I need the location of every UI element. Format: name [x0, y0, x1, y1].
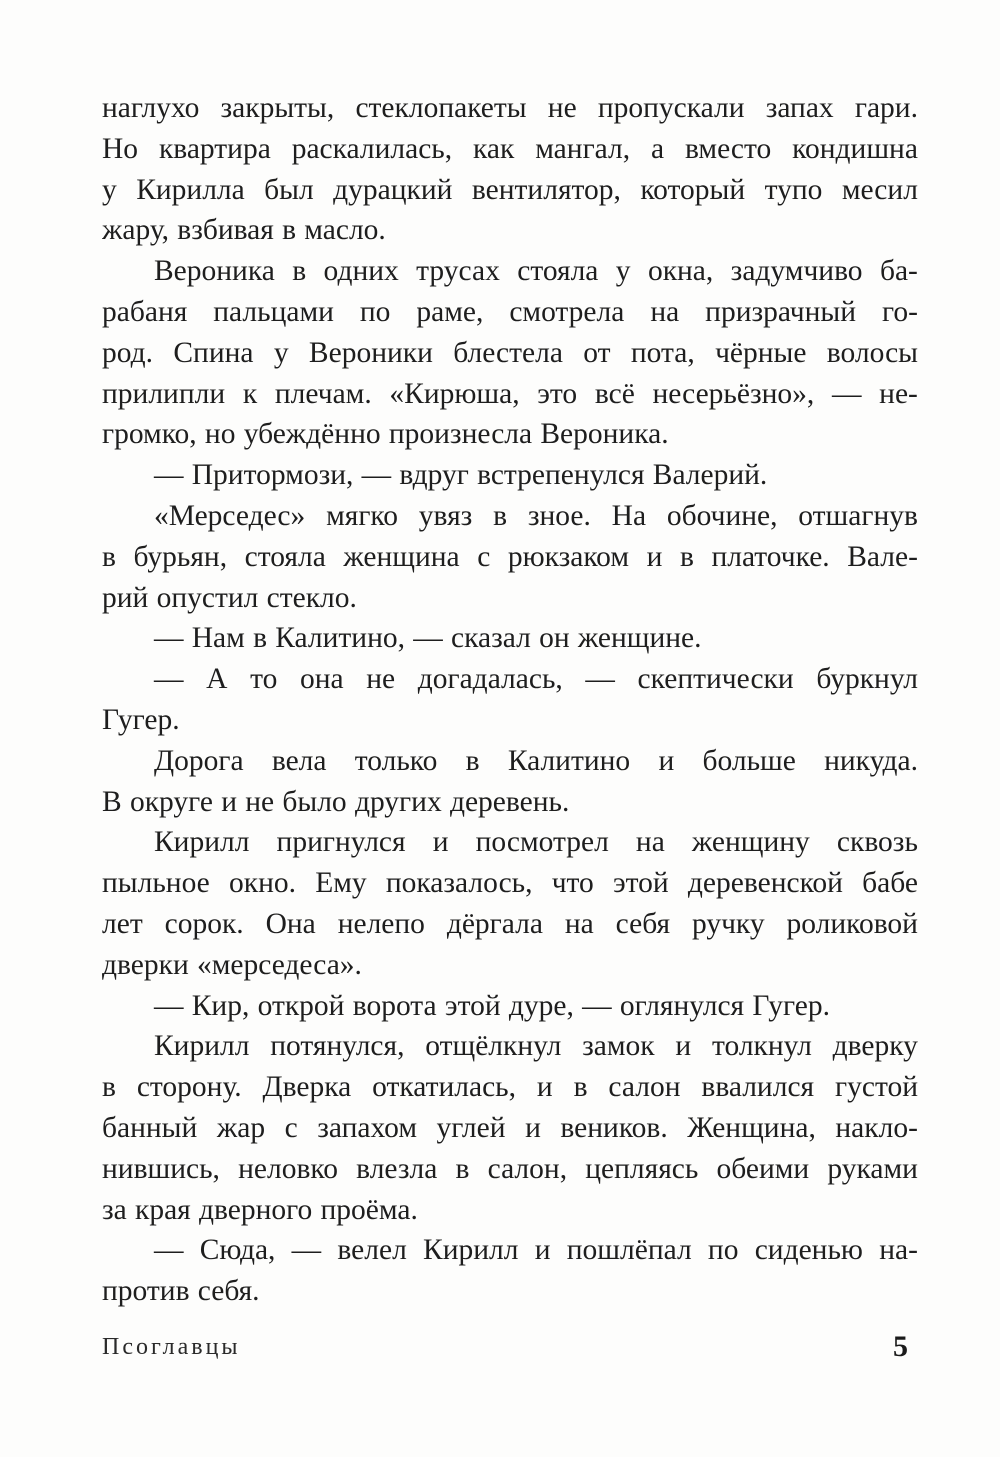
word: неловко — [238, 1152, 338, 1185]
word: себя — [615, 907, 671, 940]
word: дурацкий — [333, 173, 453, 206]
page-number: 5 — [893, 1330, 908, 1363]
word: скептически — [637, 663, 794, 696]
word: отщёлкнул — [425, 1030, 562, 1063]
word: в — [292, 255, 307, 288]
word: зное. — [527, 499, 591, 532]
word: кондишна — [792, 132, 918, 165]
text-line — [102, 1271, 918, 1312]
word: В — [102, 785, 122, 818]
text-line — [102, 578, 918, 619]
word: Она — [265, 907, 316, 940]
word: рий — [102, 581, 149, 614]
word: против — [102, 1275, 190, 1308]
word: в — [282, 214, 297, 247]
word: всё — [594, 377, 635, 410]
word: этой — [613, 867, 669, 900]
word: — — [154, 663, 184, 696]
word: на — [635, 826, 665, 859]
text-line — [102, 741, 918, 782]
word: сорок. — [164, 907, 244, 940]
word: руками — [827, 1152, 918, 1185]
word: закрыты, — [220, 92, 335, 124]
word: гари. — [854, 92, 918, 124]
word: стояла — [517, 255, 599, 288]
text-line — [102, 782, 918, 823]
word: округе — [129, 785, 213, 818]
word: только — [354, 744, 438, 777]
text-line — [102, 945, 918, 986]
word: показалось, — [385, 867, 533, 900]
word: Сюда, — [199, 1234, 276, 1267]
word: углей — [436, 1111, 506, 1144]
word: мангал, — [535, 132, 631, 165]
word: Кирилл — [154, 826, 250, 859]
word: то — [250, 663, 278, 696]
word: а — [651, 132, 665, 165]
text-line — [102, 1149, 918, 1190]
word: других — [354, 785, 442, 818]
word: дверного — [199, 1193, 313, 1226]
word: деревенской — [687, 867, 843, 900]
word: у — [615, 255, 631, 288]
word: который — [640, 173, 746, 206]
word: ручку — [691, 907, 765, 940]
word: и — [432, 826, 449, 859]
word: вместо — [685, 132, 772, 165]
word: салон, — [487, 1152, 568, 1185]
word: задумчиво — [730, 255, 863, 288]
word: трусах — [416, 255, 500, 288]
word: несерьёзно», — [652, 377, 815, 410]
word: пропускали — [597, 92, 745, 124]
word: пыльное — [102, 867, 210, 900]
text-line — [102, 129, 918, 170]
word: салон — [608, 1071, 681, 1104]
word: не — [547, 92, 577, 124]
word: ввалился — [701, 1071, 815, 1104]
word: с — [477, 540, 491, 573]
word: было — [282, 785, 347, 818]
text-line — [102, 618, 918, 659]
word: открой — [257, 989, 345, 1022]
word: дёргала — [446, 907, 543, 940]
word: в — [679, 540, 694, 573]
word: нившись, — [102, 1152, 220, 1185]
word: как — [473, 132, 515, 165]
text-line — [102, 1067, 918, 1108]
word: в — [102, 1071, 116, 1104]
word: Гугер. — [102, 703, 180, 736]
text-line — [102, 1108, 918, 1149]
word: густой — [835, 1071, 918, 1104]
word: ба- — [879, 255, 918, 288]
text-line — [102, 455, 918, 496]
word: и — [536, 1071, 553, 1104]
word: сторону. — [136, 1071, 242, 1104]
word: Валерий. — [652, 459, 768, 492]
word: женщину — [691, 826, 810, 859]
word: буркнул — [816, 663, 918, 696]
word: окно. — [228, 867, 296, 900]
text-line — [102, 210, 918, 251]
word: откатилась, — [372, 1071, 517, 1104]
word: не — [366, 663, 396, 696]
word: жару, — [102, 214, 170, 247]
word: Вероника — [154, 255, 275, 288]
word: раме, — [416, 295, 484, 328]
text-line — [102, 170, 918, 211]
text-line — [102, 904, 918, 945]
text-line — [102, 374, 918, 415]
word: Калитино — [507, 744, 631, 777]
word: этой — [444, 989, 501, 1022]
text-line — [102, 1230, 918, 1271]
word: влезла — [356, 1152, 438, 1185]
word: — — [154, 989, 184, 1022]
word: смотрела — [509, 295, 625, 328]
word: вдруг — [399, 459, 469, 492]
word: на — [650, 295, 680, 328]
word: по — [707, 1234, 739, 1267]
text-line — [102, 496, 918, 537]
word: банный — [102, 1111, 198, 1144]
word: призрачный — [705, 295, 857, 328]
word: произнесла — [388, 418, 533, 451]
word: и — [675, 1030, 692, 1063]
word: и — [658, 744, 675, 777]
word: оглянулся — [619, 989, 745, 1022]
word: — — [154, 622, 184, 655]
word: раскалилась, — [291, 132, 453, 165]
word: Вероники — [308, 336, 433, 369]
word: прилипли — [102, 377, 226, 410]
word: «мерседеса». — [196, 948, 362, 981]
word: больше — [702, 744, 796, 777]
word: Дорога — [154, 744, 244, 777]
word: — — [585, 663, 615, 696]
word: взбивая — [177, 214, 274, 247]
word: стояла — [244, 540, 326, 573]
word: рабаня — [102, 295, 188, 328]
word: чёрные — [715, 336, 807, 369]
word: бабе — [862, 867, 918, 900]
word: был — [264, 173, 314, 206]
word: у — [102, 173, 117, 206]
word: Спина — [173, 336, 254, 369]
word: на- — [879, 1234, 918, 1267]
word: никуда. — [824, 744, 918, 777]
word: в — [253, 622, 268, 655]
text-line — [102, 986, 918, 1027]
word: — — [291, 1234, 322, 1267]
word: пота, — [630, 336, 695, 369]
word: проёма. — [320, 1193, 418, 1226]
word: встрепенулся — [477, 459, 645, 492]
text-line — [102, 88, 918, 129]
word: у — [273, 336, 289, 369]
word: окна, — [647, 255, 714, 288]
text-line — [102, 537, 918, 578]
word: «Мерседес» — [154, 499, 306, 532]
word: запахом — [317, 1111, 417, 1144]
word: — — [831, 377, 862, 410]
word: — — [154, 1234, 184, 1267]
word: А — [206, 663, 228, 696]
word: Женщина, — [687, 1111, 816, 1144]
word: Гугер. — [752, 989, 830, 1022]
word: сиденью — [754, 1234, 863, 1267]
word: что — [551, 867, 594, 900]
word: мягко — [326, 499, 398, 532]
text-line — [102, 700, 918, 741]
word: замок — [582, 1030, 655, 1063]
word: — — [582, 989, 612, 1022]
word: масло. — [304, 214, 386, 247]
word: в — [455, 1152, 470, 1185]
word: края — [135, 1193, 191, 1226]
word: велел — [337, 1234, 407, 1267]
word: пальцами — [213, 295, 334, 328]
word: сказал — [451, 622, 531, 655]
body-text — [102, 88, 918, 1312]
text-line — [102, 251, 918, 292]
word: от — [583, 336, 611, 369]
word: платочке. — [711, 540, 830, 573]
word: пошлёпал — [566, 1234, 692, 1267]
word: к — [242, 377, 258, 410]
word: наглухо — [102, 92, 200, 124]
word: и — [646, 540, 663, 573]
word: Ему — [315, 867, 367, 900]
word: и — [534, 1234, 551, 1267]
word: но — [204, 418, 236, 451]
word: отшагнув — [798, 499, 918, 532]
text-line — [102, 1026, 918, 1067]
text-line — [102, 292, 918, 333]
word: дуре, — [508, 989, 574, 1022]
word: с — [284, 1111, 298, 1144]
word: тупо — [764, 173, 823, 206]
word: Кир, — [191, 989, 250, 1022]
text-line — [102, 414, 918, 455]
word: она — [299, 663, 344, 696]
word: Дверка — [262, 1071, 352, 1104]
word: в — [102, 540, 116, 573]
word: квартира — [158, 132, 271, 165]
word: деревень. — [449, 785, 570, 818]
word: за — [102, 1193, 127, 1226]
word: потянулся, — [270, 1030, 405, 1063]
word: бурьян, — [133, 540, 228, 573]
running-footer-title: Псоглавцы — [102, 1334, 241, 1360]
word: не- — [879, 377, 918, 410]
word: На — [611, 499, 647, 532]
word: Нам — [191, 622, 245, 655]
word: одних — [323, 255, 399, 288]
text-line — [102, 822, 918, 863]
word: — — [361, 459, 392, 492]
word: опустил — [156, 581, 259, 614]
word: догадалась, — [417, 663, 563, 696]
word: Калитино, — [275, 622, 406, 655]
word: обеими — [716, 1152, 810, 1185]
word: го- — [881, 295, 918, 328]
word: жар — [216, 1111, 266, 1144]
word: женщина — [343, 540, 460, 573]
word: плечам. — [274, 377, 372, 410]
word: увяз — [418, 499, 473, 532]
word: волосы — [826, 336, 918, 369]
word: цепляясь — [585, 1152, 699, 1185]
word: лет — [102, 907, 143, 940]
word: — — [154, 459, 184, 492]
word: толкнул — [711, 1030, 812, 1063]
word: Но — [102, 132, 139, 165]
word: на — [564, 907, 594, 940]
word: и — [221, 785, 237, 818]
word: вентилятор, — [471, 173, 621, 206]
text-line — [102, 1190, 918, 1231]
word: он — [539, 622, 570, 655]
word: дверки — [102, 948, 189, 981]
word: пригнулся — [276, 826, 406, 859]
word: громко, — [102, 418, 197, 451]
text-line — [102, 863, 918, 904]
text-line — [102, 333, 918, 374]
word: Притормози, — [191, 459, 354, 492]
word: Вале- — [847, 540, 918, 573]
word: накло- — [835, 1111, 918, 1144]
word: стеклопакеты — [355, 92, 527, 124]
word: посмотрел — [475, 826, 609, 859]
word: ворота — [352, 989, 437, 1022]
word: не — [245, 785, 275, 818]
word: обочине, — [666, 499, 778, 532]
word: род. — [102, 336, 154, 369]
word: веников. — [560, 1111, 668, 1144]
word: убеждённо — [243, 418, 381, 451]
word: — — [413, 622, 443, 655]
word: роликовой — [786, 907, 918, 940]
word: женщине. — [577, 622, 702, 655]
word: месил — [841, 173, 918, 206]
word: вела — [271, 744, 327, 777]
word: Вероника. — [540, 418, 669, 451]
word: Кирилл — [423, 1234, 519, 1267]
word: по — [359, 295, 391, 328]
text-line — [102, 659, 918, 700]
word: дверку — [832, 1030, 918, 1063]
word: Кирилл — [154, 1030, 250, 1063]
word: Кирилла — [136, 173, 245, 206]
word: рюкзаком — [507, 540, 630, 573]
word: блестела — [453, 336, 563, 369]
word: «Кирюша, — [389, 377, 520, 410]
word: стекло. — [266, 581, 357, 614]
word: нелепо — [337, 907, 425, 940]
word: себя. — [197, 1275, 260, 1308]
word: это — [537, 377, 578, 410]
word: в — [465, 744, 480, 777]
word: сквозь — [836, 826, 918, 859]
word: и — [525, 1111, 541, 1144]
word: в — [493, 499, 508, 532]
word: запах — [765, 92, 834, 124]
word: в — [573, 1071, 588, 1104]
